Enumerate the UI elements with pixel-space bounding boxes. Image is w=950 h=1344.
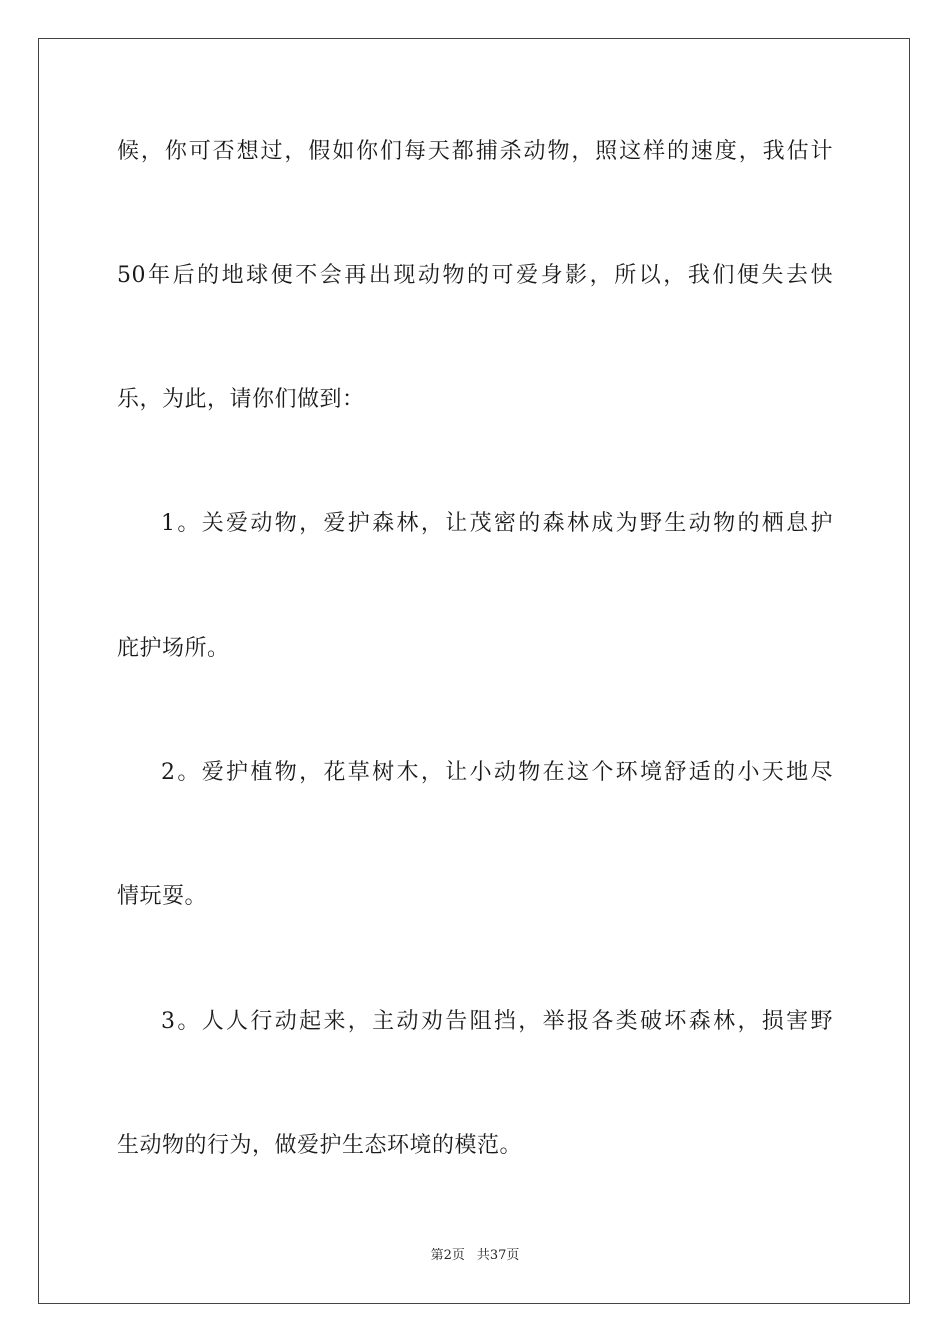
list-item-2-line: 情玩耍。 <box>117 884 208 909</box>
list-item-3-line: 3。人人行动起来，主动劝告阻挡，举报各类破坏森林，损害野 <box>161 1009 833 1034</box>
page-total: 共37页 <box>476 1248 520 1263</box>
paragraph-line: 候，你可否想过，假如你们每天都捕杀动物，照这样的速度，我估计 <box>117 139 833 164</box>
paragraph-line: 乐，为此，请你们做到： <box>117 387 365 412</box>
list-item-1-line: 1。关爱动物，爱护森林，让茂密的森林成为野生动物的栖息护 <box>161 511 833 536</box>
paragraph-line: 50年后的地球便不会再出现动物的可爱身影，所以，我们便失去快 <box>117 263 833 288</box>
list-item-3-line: 生动物的行为，做爱护生态环境的模范。 <box>117 1133 523 1158</box>
list-item-1-line: 庇护场所。 <box>117 636 230 661</box>
page-border <box>38 38 910 1304</box>
page-footer <box>0 1247 950 1265</box>
page-number: 第2页 <box>430 1248 465 1263</box>
list-item-2-line: 2。爱护植物，花草树木，让小动物在这个环境舒适的小天地尽 <box>161 760 833 785</box>
